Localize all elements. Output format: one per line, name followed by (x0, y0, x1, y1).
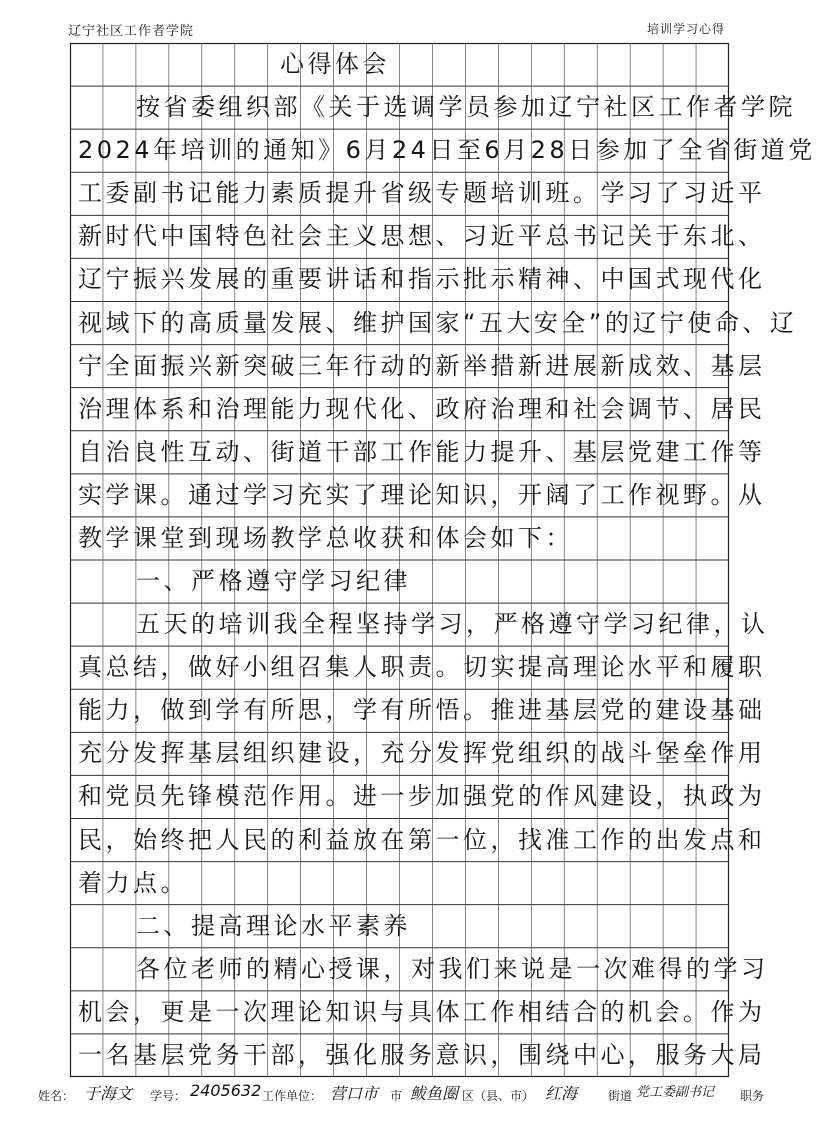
text-line: 民，始终把人民的利益放在第一位，找准工作的出发点和 (78, 825, 766, 854)
city-value: 营口市 (330, 1084, 379, 1103)
text-line: 各位老师的精心授课，对我们来说是一次难得的学习 (136, 954, 769, 983)
text-line: 新时代中国特色社会主义思想、习近平总书记关于东北、 (78, 222, 766, 251)
text-line: 视域下的高质量发展、维护国家“五大安全”的辽宁使命、辽 (78, 308, 798, 337)
essay-title: 心得体会 (280, 50, 390, 78)
job-suffix: 职务 (740, 1089, 765, 1103)
text-line: 辽宁振兴发展的重要讲话和指示批示精神、中国式现代化 (78, 265, 766, 294)
job-value: 党工委副书记 (636, 1085, 715, 1100)
text-line: 二、提高理论水平素养 (136, 911, 411, 940)
text-line: 实学课。通过学习充实了理论知识，开阔了工作视野。从 (78, 480, 766, 509)
text-line: 教学课堂到现场教学总收获和体会如下： (78, 523, 573, 552)
street-suffix: 街道 (608, 1089, 633, 1103)
text-line: 自治良性互动、街道干部工作能力提升、基层党建工作等 (78, 437, 766, 466)
text-line: 工委副书记能力素质提升省级专题培训班。学习了习近平 (78, 179, 766, 208)
document-type: 培训学习心得 (646, 22, 725, 36)
text-line: 宁全面振兴新突破三年行动的新举措新进展新成效、基层 (78, 351, 766, 380)
institution-name: 辽宁社区工作者学院 (68, 24, 195, 39)
handwritten-text-area (70, 43, 816, 1077)
text-line: 和党员先锋模范作用。进一步加强党的作风建设，执政为 (78, 782, 766, 811)
name-value: 于海文 (84, 1084, 133, 1103)
text-line: 一、严格遵守学习纪律 (136, 567, 411, 595)
id-label: 学号： (150, 1089, 187, 1103)
text-line: 治理体系和治理能力现代化、政府治理和社会调节、居民 (78, 394, 766, 423)
street-value: 红海 (545, 1084, 578, 1103)
unit-label: 工作单位： (262, 1089, 323, 1103)
text-line: 真总结，做好小组召集人职责。切实提高理论水平和履职 (78, 653, 766, 682)
district-value: 鲅鱼圈 (410, 1084, 459, 1103)
text-line: 机会，更是一次理论知识与具体工作相结合的机会。作为 (78, 997, 766, 1026)
city-suffix: 市 (390, 1089, 403, 1103)
page-header (0, 0, 799, 40)
text-line: 一名基层党务干部，强化服务意识，围绕中心，服务大局 (78, 1040, 766, 1069)
text-line: 按省委组织部《关于选调学员参加辽宁社区工作者学院 (136, 93, 796, 122)
text-line: 2024年培训的通知》6月24日至6月28日参加了全省街道党 (78, 136, 816, 165)
page-footer (0, 1077, 799, 1117)
text-line: 能力，做到学有所思，学有所悟。推进基层党的建设基础 (78, 696, 766, 725)
name-label: 姓名： (38, 1089, 75, 1103)
text-line: 充分发挥基层组织建设，充分发挥党组织的战斗堡垒作用 (78, 739, 766, 768)
text-line: 着力点。 (78, 868, 188, 897)
district-suffix: 区（县、市） (462, 1089, 535, 1103)
id-value: 2405632 (190, 1081, 262, 1100)
text-line: 五天的培训我全程坚持学习，严格遵守学习纪律，认 (136, 610, 769, 639)
